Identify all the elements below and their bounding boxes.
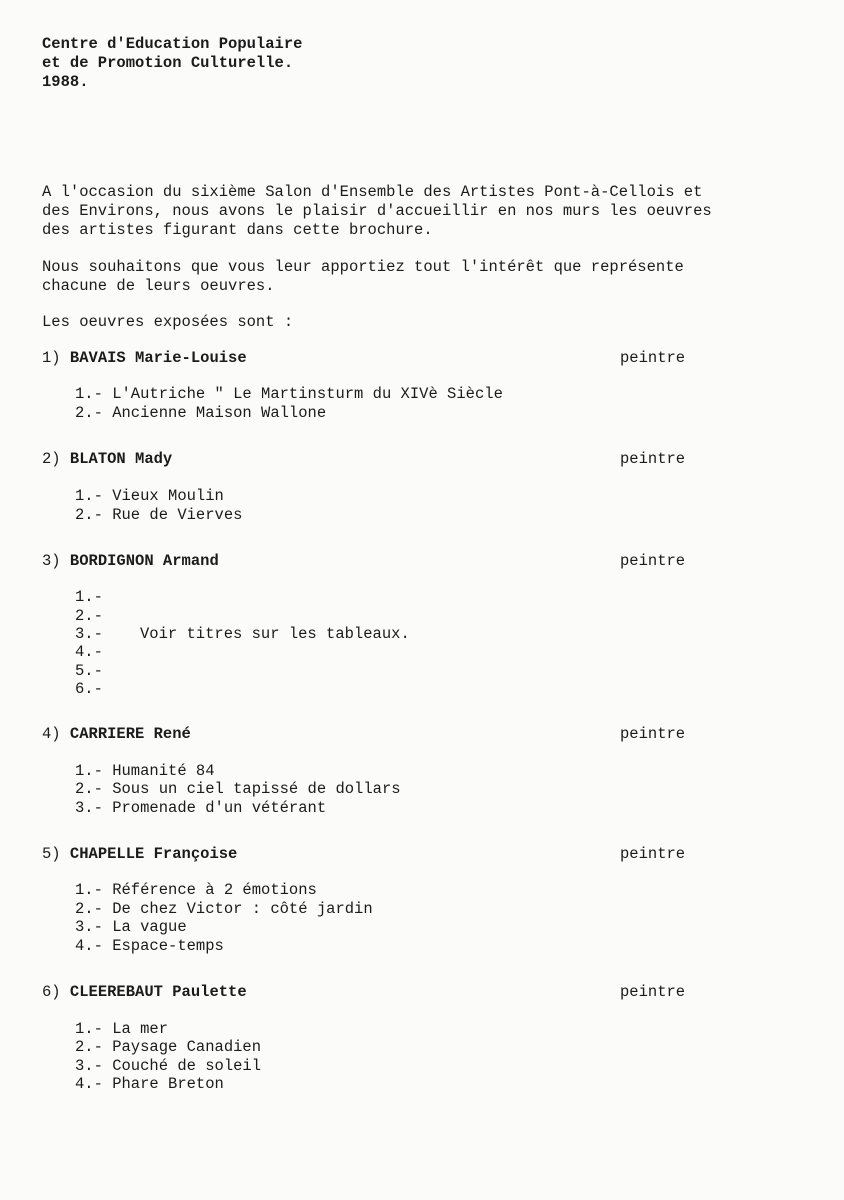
artist-heading: [42, 450, 172, 469]
work-item: 1.-: [75, 588, 103, 606]
work-item: 1.- Vieux Moulin: [75, 487, 224, 505]
work-item: 2.- Paysage Canadien: [75, 1038, 262, 1056]
work-item: 3.- Couché de soleil: [75, 1057, 262, 1075]
work-item: 2.- Sous un ciel tapissé de dollars: [75, 780, 401, 798]
works-intro: Les oeuvres exposées sont :: [42, 313, 294, 331]
artist-name: CHAPELLE Françoise: [69, 845, 238, 863]
work-item: 4.- Espace-temps: [75, 937, 224, 955]
artist-name: BLATON Mady: [69, 450, 173, 468]
artist-role: peintre: [620, 725, 686, 743]
artist-number: 1): [42, 349, 61, 367]
artist-number: 3): [42, 552, 61, 570]
intro-paragraph-line: A l'occasion du sixième Salon d'Ensemble des Artistes Pont-à-Cellois et: [42, 183, 703, 201]
work-item: 2.- Ancienne Maison Wallone: [75, 404, 327, 422]
work-item: 2.- De chez Victor : côté jardin: [75, 900, 373, 918]
header-line-1: Centre d'Education Populaire: [42, 35, 303, 53]
artist-number: 6): [42, 983, 61, 1001]
artist-role: peintre: [620, 552, 686, 570]
artist-heading: [42, 349, 247, 368]
work-note: Voir titres sur les tableaux.: [140, 625, 410, 643]
work-item: 1.- L'Autriche " Le Martinsturm du XIVè Siècle: [75, 385, 503, 403]
artist-role: peintre: [620, 450, 686, 468]
work-item: 5.-: [75, 662, 103, 680]
work-item: 3.-: [75, 625, 103, 643]
intro-paragraph-line: des artistes figurant dans cette brochure.: [42, 221, 433, 239]
work-item: 2.-: [75, 607, 103, 625]
header-line-2: et de Promotion Culturelle.: [42, 54, 294, 72]
header-line-3: 1988.: [42, 73, 89, 91]
artist-heading: [42, 725, 191, 744]
work-item: 6.-: [75, 680, 103, 698]
work-item: 3.- La vague: [75, 918, 187, 936]
work-item: 1.- Humanité 84: [75, 762, 215, 780]
intro-paragraph-line: Nous souhaitons que vous leur apportiez tout l'intérêt que représente: [42, 258, 684, 276]
artist-name: BORDIGNON Armand: [69, 552, 219, 570]
intro-paragraph-line: des Environs, nous avons le plaisir d'accueillir en nos murs les oeuvres: [42, 202, 712, 220]
artist-role: peintre: [620, 349, 686, 367]
artist-role: peintre: [620, 845, 686, 863]
artist-heading: [42, 552, 219, 571]
intro-paragraph-line: chacune de leurs oeuvres.: [42, 277, 275, 295]
work-item: 2.- Rue de Vierves: [75, 506, 243, 524]
artist-heading: [42, 983, 247, 1002]
work-item: 4.-: [75, 643, 103, 661]
artist-number: 2): [42, 450, 61, 468]
work-item: 3.- Promenade d'un vétérant: [75, 799, 327, 817]
artist-name: CARRIERE René: [69, 725, 191, 743]
artist-number: 5): [42, 845, 61, 863]
artist-name: CLEEREBAUT Paulette: [69, 983, 247, 1001]
artist-role: peintre: [620, 983, 686, 1001]
artist-name: BAVAIS Marie-Louise: [69, 349, 247, 367]
artist-number: 4): [42, 725, 61, 743]
work-item: 4.- Phare Breton: [75, 1075, 224, 1093]
work-item: 1.- La mer: [75, 1020, 169, 1038]
artist-heading: [42, 845, 237, 864]
work-item: 1.- Référence à 2 émotions: [75, 881, 317, 899]
